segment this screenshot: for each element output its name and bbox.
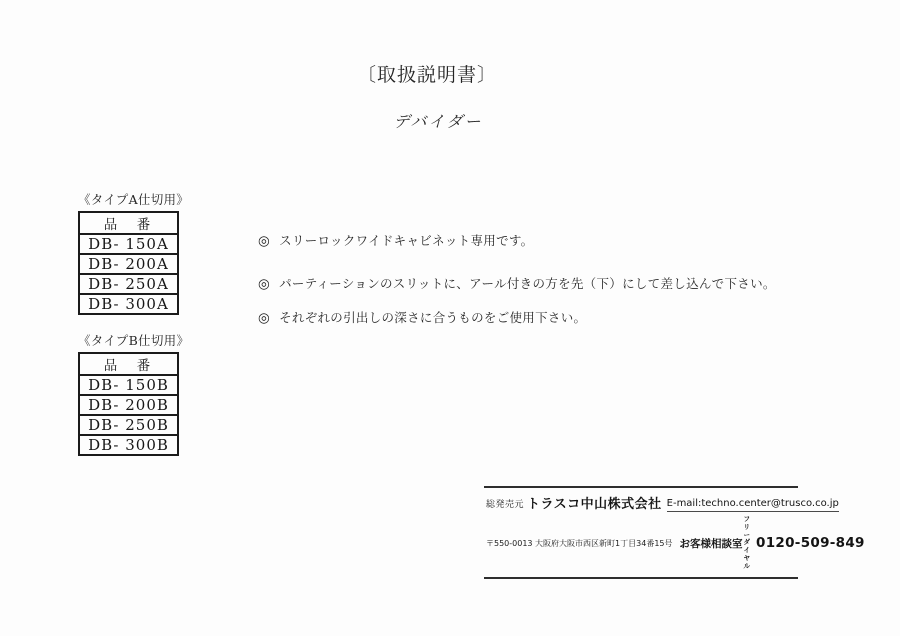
part-number-table-b (78, 352, 179, 456)
phone-number: 0120-509-849 (756, 535, 865, 552)
part-number-table-a (78, 211, 179, 315)
table-header-row (79, 212, 178, 234)
contact-room-label: お客様相談室 (679, 537, 743, 550)
part-number-cell: DB- 250B (79, 415, 178, 435)
address-text: 〒550-0013 大阪府大阪市西区新町1丁目34番15号 (486, 538, 673, 548)
note-text: スリーロックワイドキャビネット専用です。 (279, 233, 534, 248)
publisher-block (484, 486, 865, 579)
part-number-cell: DB- 150A (79, 234, 178, 254)
table-caption-type-b: 《タイプB仕切用》 (78, 333, 190, 348)
note-item (258, 310, 586, 326)
table-row (79, 294, 178, 314)
table-caption-type-a: 《タイプA仕切用》 (78, 192, 190, 207)
part-number-cell: DB- 150B (79, 375, 178, 395)
type-a-table-section (78, 190, 189, 315)
part-number-cell: DB- 250A (79, 274, 178, 294)
publisher-row-company (486, 493, 839, 512)
distributor-label: 総発売元 (486, 500, 525, 510)
part-number-header: 品 番 (79, 353, 178, 375)
note-text: パーティーションのスリットに、アール付きの方を先（下）にして差し込んで下さい。 (279, 276, 776, 291)
table-row (79, 435, 178, 455)
part-number-cell: DB- 200A (79, 254, 178, 274)
type-b-table-section (78, 331, 189, 456)
note-text: それぞれの引出しの深さに合うものをご使用下さい。 (279, 310, 587, 325)
free-dial-label (744, 516, 754, 571)
part-number-header: 品 番 (79, 212, 178, 234)
table-row (79, 375, 178, 395)
part-number-cell: DB- 200B (79, 395, 178, 415)
part-number-cell: DB- 300B (79, 435, 178, 455)
free-dial-line2: ダイヤル (743, 538, 751, 570)
publisher-row-contact (486, 515, 865, 571)
bullseye-bullet: ◎ (258, 233, 271, 249)
table-row (79, 395, 178, 415)
table-row (79, 274, 178, 294)
table-row (79, 234, 178, 254)
note-item (258, 233, 533, 249)
part-number-cell: DB- 300A (79, 294, 178, 314)
note-item (258, 276, 776, 292)
bullseye-bullet: ◎ (258, 310, 271, 326)
page-subtitle: デバイダー (393, 112, 483, 131)
email-text: E-mail:techno.center@trusco.co.jp (667, 498, 839, 512)
page-title: 〔取扱説明書〕 (356, 64, 497, 86)
table-row (79, 415, 178, 435)
bullseye-bullet: ◎ (258, 276, 271, 292)
table-row (79, 254, 178, 274)
company-name: トラスコ中山株式会社 (527, 497, 662, 512)
free-dial-line1: フリー (743, 515, 754, 539)
table-header-row (79, 353, 178, 375)
